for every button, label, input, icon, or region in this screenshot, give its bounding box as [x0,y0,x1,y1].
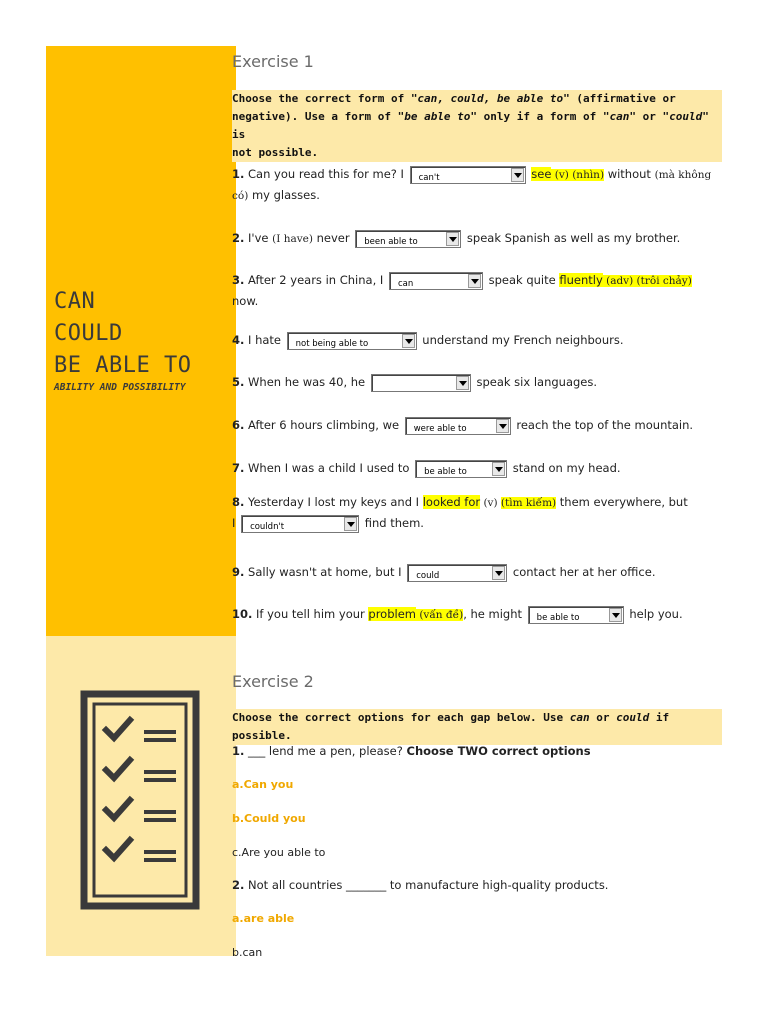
question-7: 7. When I was a child I used to be able to stand on my head. [232,461,621,477]
question-8: 8. Yesterday I lost my keys and I looked for (v) (tìm kiếm) them everywhere, but I couldn't find them. [232,495,688,532]
question-1: 1. Can you read this for me? I can't see (v) (nhìn) without (mà không có) my glasses. [232,167,712,202]
question-5: 5. When he was 40, he speak six languages. [232,372,722,392]
chevron-down-icon[interactable] [492,462,505,476]
exercise2-instruction: Choose the correct options for each gap below. Use can or could if possible. [232,709,722,745]
sidebar-title-could: COULD [54,321,123,346]
question-6: 6. After 6 hours climbing, we were able to reach the top of the mountain. [232,418,694,434]
chevron-down-icon[interactable] [446,232,459,246]
chevron-down-icon[interactable] [402,334,415,348]
question-9: 9. Sally wasn't at home, but I could contact her at her office. [232,565,656,581]
answer-select-9[interactable]: could [407,564,507,582]
chevron-down-icon[interactable] [468,274,481,288]
option-1b[interactable]: b.Could you [232,812,306,825]
option-2a[interactable]: a.are able [232,912,295,925]
option-1c[interactable]: c.Are you able to [232,846,326,859]
chevron-down-icon[interactable] [344,517,357,531]
chevron-down-icon[interactable] [456,376,469,390]
exercise1-heading: Exercise 1 [232,52,314,71]
answer-select-2[interactable]: been able to [355,230,461,248]
exercise2-heading: Exercise 2 [232,672,314,691]
question-4: 4. I hate not being able to understand my French neighbours. [232,333,624,349]
answer-select-7[interactable]: be able to [415,460,507,478]
exercise1-instruction: Choose the correct form of "can, could, be able to" (affirmative or negative). Use a form of "be able to" only if a form of "can" or "could" is not possible. [232,90,722,162]
exercise2-question-1: 1. ___ lend me a pen, please? Choose TWO correct options [232,744,591,758]
answer-select-1[interactable]: can't [410,166,526,184]
chevron-down-icon[interactable] [609,608,622,622]
answer-select-4[interactable]: not being able to [287,332,417,350]
sidebar-title-can: CAN [54,289,96,314]
option-1a[interactable]: a.Can you [232,778,294,791]
answer-select-3[interactable]: can [389,272,483,290]
chevron-down-icon[interactable] [511,168,524,182]
sidebar-title-be-able-to: BE ABLE TO [54,353,192,378]
sidebar-subtitle: ABILITY AND POSSIBILITY [54,382,186,393]
checklist-icon [80,690,200,914]
chevron-down-icon[interactable] [496,419,509,433]
question-3: 3. After 2 years in China, I can speak quite fluently (adv) (trôi chảy) now. [232,273,692,308]
exercise2-question-2: 2. Not all countries _______ to manufacture high-quality products. [232,878,609,892]
chevron-down-icon[interactable] [492,566,505,580]
question-2: 2. I've (I have) never been able to speak Spanish as well as my brother. [232,231,681,247]
option-2b[interactable]: b.can [232,946,263,959]
answer-select-8[interactable]: couldn't [241,515,359,533]
answer-select-10[interactable]: be able to [528,606,624,624]
question-10: 10. If you tell him your problem (vấn đề), he might be able to help you. [232,607,683,623]
answer-select-5[interactable] [371,374,471,392]
answer-select-6[interactable]: were able to [405,417,511,435]
